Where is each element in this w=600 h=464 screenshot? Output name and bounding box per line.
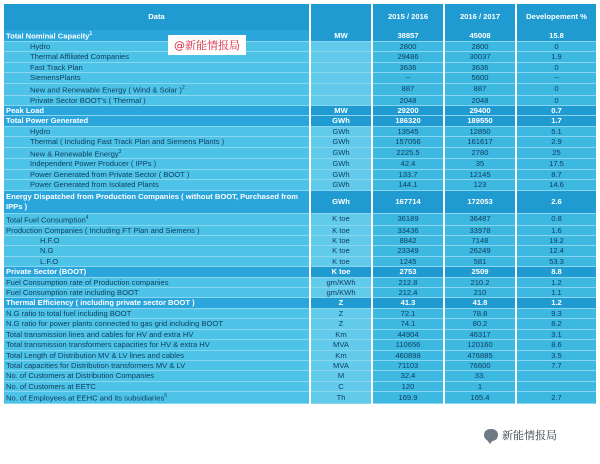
row-label <box>4 350 310 360</box>
row-unit: GWh <box>310 159 372 169</box>
row-unit: gm/KWh <box>310 288 372 298</box>
row-label <box>4 137 310 147</box>
row-unit <box>310 73 372 83</box>
value-2015: 887 <box>372 83 444 95</box>
value-2016: 172053 <box>444 190 516 213</box>
table-row <box>4 169 596 179</box>
row-unit: MW <box>310 30 372 41</box>
row-label <box>4 126 310 136</box>
row-label-text: N.G <box>40 246 54 256</box>
row-label-text: Private Sector (BOOT) <box>6 267 87 277</box>
row-label-text: Total capacities for Distribution transformers MV & LV <box>6 360 186 370</box>
value-2016: 29400 <box>444 105 516 115</box>
value-2016: 33. <box>444 371 516 381</box>
value-development: 12.4 <box>516 246 596 256</box>
value-2015: 144.1 <box>372 180 444 190</box>
row-unit: gm/KWh <box>310 277 372 287</box>
table-row <box>4 319 596 329</box>
row-unit: K toe <box>310 236 372 246</box>
table-row <box>4 126 596 136</box>
value-2016: 3636 <box>444 62 516 72</box>
row-label-text: Peak Load <box>6 105 44 115</box>
header-unit <box>310 4 372 30</box>
row-unit: Z <box>310 319 372 329</box>
table-header-row <box>4 4 596 30</box>
row-label <box>4 340 310 350</box>
table-row <box>4 277 596 287</box>
footnote-mark: 5 <box>164 393 168 400</box>
row-label <box>4 159 310 169</box>
table-row <box>4 30 596 41</box>
row-label <box>4 147 310 159</box>
watermark-top: @新能情报局 <box>168 35 246 55</box>
value-2015: 23349 <box>372 246 444 256</box>
row-unit <box>310 41 372 51</box>
row-label <box>4 298 310 308</box>
row-label-text: No. of Customers at Distribution Companies <box>6 371 155 381</box>
header-development: Developement % <box>516 4 596 30</box>
row-unit: MW <box>310 105 372 115</box>
value-2016: 80.2 <box>444 319 516 329</box>
row-label <box>4 381 310 391</box>
value-development: 53.3 <box>516 256 596 266</box>
value-2016: 887 <box>444 83 516 95</box>
value-2016: 2509 <box>444 267 516 277</box>
value-development: 9.3 <box>516 308 596 318</box>
row-unit <box>310 95 372 105</box>
table-row <box>4 180 596 190</box>
value-development: 2.6 <box>516 190 596 213</box>
value-development: 0 <box>516 62 596 72</box>
value-development: 8.6 <box>516 340 596 350</box>
table-row <box>4 308 596 318</box>
value-2016: 46317 <box>444 329 516 339</box>
row-label <box>4 190 310 213</box>
row-label-text: Independent Power Producer ( IPPs ) <box>30 159 157 169</box>
value-2015: 133.7 <box>372 169 444 179</box>
table-row <box>4 116 596 126</box>
value-development: 0.8 <box>516 213 596 225</box>
value-2015: 13545 <box>372 126 444 136</box>
table-row <box>4 73 596 83</box>
row-label <box>4 95 310 105</box>
value-development: 3.1 <box>516 329 596 339</box>
table-row <box>4 83 596 95</box>
row-unit: GWh <box>310 116 372 126</box>
value-2015: 157056 <box>372 137 444 147</box>
value-2015: 38857 <box>372 30 444 41</box>
row-label-text: New & Renewable Energy <box>30 149 119 159</box>
row-unit: GWh <box>310 190 372 213</box>
row-unit: K toe <box>310 256 372 266</box>
row-label-text: L.F.O <box>40 256 59 266</box>
row-label <box>4 105 310 115</box>
row-unit: K toe <box>310 246 372 256</box>
row-unit: K toe <box>310 225 372 235</box>
row-label <box>4 371 310 381</box>
row-label-text: N.G ratio to total fuel including BOOT <box>6 308 132 318</box>
row-label-text: Total transmission lines and cables for HV and extra HV <box>6 329 194 339</box>
row-label <box>4 41 310 51</box>
value-development: 0 <box>516 95 596 105</box>
table-row <box>4 329 596 339</box>
row-label-text: SiemensPlants <box>30 73 81 83</box>
value-2015: 8842 <box>372 236 444 246</box>
footnote-mark: 1 <box>89 31 93 37</box>
value-development: 0.7 <box>516 105 596 115</box>
value-development <box>516 381 596 391</box>
value-2016: 12850 <box>444 126 516 136</box>
value-development: -- <box>516 73 596 83</box>
value-development: 1.9 <box>516 52 596 62</box>
value-2016: 2780 <box>444 147 516 159</box>
value-2016: 5600 <box>444 73 516 83</box>
table-row <box>4 392 596 404</box>
wechat-icon <box>484 429 498 441</box>
header-data: Data <box>4 4 310 30</box>
table-row <box>4 52 596 62</box>
header-2015: 2015 / 2016 <box>372 4 444 30</box>
row-label-text: New and Renewable Energy ( Wind & Solar ) <box>30 85 182 95</box>
value-2016: 581 <box>444 256 516 266</box>
table-body <box>4 30 596 404</box>
row-unit <box>310 52 372 62</box>
row-unit: K toe <box>310 213 372 225</box>
row-unit: Km <box>310 350 372 360</box>
value-development: 8.7 <box>516 169 596 179</box>
row-label-text: Fuel Consumption rate of Production companies <box>6 277 169 287</box>
row-label <box>4 392 310 404</box>
value-2015: 29200 <box>372 105 444 115</box>
row-label <box>4 308 310 318</box>
row-label-text: Thermal ( Including Fast Track Plan and Siemens Plants ) <box>30 137 225 147</box>
value-2016: 35 <box>444 159 516 169</box>
table-row <box>4 190 596 213</box>
value-2015: 167714 <box>372 190 444 213</box>
value-development: 15.8 <box>516 30 596 41</box>
table-row <box>4 256 596 266</box>
table-row <box>4 340 596 350</box>
row-label-text: Hydro <box>30 126 51 136</box>
table-row <box>4 360 596 370</box>
value-2015: 41.3 <box>372 298 444 308</box>
data-table-container <box>4 4 596 460</box>
value-2016: 123 <box>444 180 516 190</box>
row-unit: GWh <box>310 126 372 136</box>
table-row <box>4 105 596 115</box>
value-2015: 2225.5 <box>372 147 444 159</box>
row-label-text: Thermal Affiliated Companies <box>30 52 130 62</box>
row-label-text: Fuel Consumption rate including BOOT <box>6 288 139 298</box>
table-row <box>4 95 596 105</box>
row-label <box>4 62 310 72</box>
value-2016: 41.8 <box>444 298 516 308</box>
row-unit <box>310 62 372 72</box>
row-label <box>4 83 310 95</box>
row-unit: Z <box>310 308 372 318</box>
value-2015: 212.8 <box>372 277 444 287</box>
row-label <box>4 329 310 339</box>
value-2016: 76600 <box>444 360 516 370</box>
value-development: 1.2 <box>516 277 596 287</box>
row-unit: MVA <box>310 360 372 370</box>
value-development: 8.2 <box>516 319 596 329</box>
value-2015: 42.4 <box>372 159 444 169</box>
row-label <box>4 116 310 126</box>
value-development: 2.9 <box>516 137 596 147</box>
table-row <box>4 147 596 159</box>
value-2016: 26249 <box>444 246 516 256</box>
table-row <box>4 267 596 277</box>
row-label <box>4 277 310 287</box>
row-unit: Th <box>310 392 372 404</box>
footnote-mark: 2 <box>181 84 185 91</box>
value-development: 19.2 <box>516 236 596 246</box>
row-label <box>4 236 310 246</box>
value-development <box>516 371 596 381</box>
row-unit: Km <box>310 329 372 339</box>
row-unit: GWh <box>310 180 372 190</box>
value-2016: 33978 <box>444 225 516 235</box>
value-2015: 74.1 <box>372 319 444 329</box>
value-2015: 2800 <box>372 41 444 51</box>
value-2015: 3636 <box>372 62 444 72</box>
value-2016: 210.2 <box>444 277 516 287</box>
value-development: 3.5 <box>516 350 596 360</box>
value-2016: 165.4 <box>444 392 516 404</box>
value-2015: 71103 <box>372 360 444 370</box>
value-2016: 30037 <box>444 52 516 62</box>
value-2016: 2048 <box>444 95 516 105</box>
row-label-text: Total Length of Distribution MV & LV lines and cables <box>6 350 184 360</box>
table-row <box>4 350 596 360</box>
value-2015: -- <box>372 73 444 83</box>
energy-statistics-table <box>4 4 596 404</box>
table-row <box>4 159 596 169</box>
row-label-text: Total Power Generated <box>6 116 89 126</box>
table-row <box>4 246 596 256</box>
row-label <box>4 213 310 225</box>
value-2016: 1 <box>444 381 516 391</box>
value-2015: 2048 <box>372 95 444 105</box>
value-2015: 32.4 <box>372 371 444 381</box>
row-unit <box>310 83 372 95</box>
row-label <box>4 267 310 277</box>
row-label-text: Energy Dispatched from Production Companies ( without BOOT, Purchased from IPPs ) <box>6 191 298 211</box>
table-row <box>4 298 596 308</box>
row-label <box>4 360 310 370</box>
value-2015: 460898 <box>372 350 444 360</box>
row-label-text: Total transmission transformers capacities for HV & extra HV <box>6 340 210 350</box>
row-label-text: Thermal Efficiency ( including private sector BOOT ) <box>6 298 195 308</box>
row-label <box>4 52 310 62</box>
value-2016: 7148 <box>444 236 516 246</box>
row-label <box>4 30 310 41</box>
row-label-text: Production Companies ( Including FT Plan and Siemens ) <box>6 225 200 235</box>
value-2015: 120 <box>372 381 444 391</box>
value-development: 0 <box>516 83 596 95</box>
value-2015: 29486 <box>372 52 444 62</box>
row-label <box>4 180 310 190</box>
value-development: 0 <box>516 41 596 51</box>
row-label <box>4 246 310 256</box>
row-label-text: Power Generated from Isolated Plants <box>30 180 159 190</box>
row-unit: GWh <box>310 169 372 179</box>
value-development: 25 <box>516 147 596 159</box>
footnote-mark: 3 <box>118 148 122 155</box>
value-2016: 36487 <box>444 213 516 225</box>
value-2015: 72.1 <box>372 308 444 318</box>
row-unit: Z <box>310 298 372 308</box>
value-2015: 110656 <box>372 340 444 350</box>
table-row <box>4 371 596 381</box>
row-label-text: Fast Track Plan <box>30 62 83 72</box>
table-row <box>4 41 596 51</box>
row-label <box>4 319 310 329</box>
table-row <box>4 213 596 225</box>
row-label-text: Total Fuel Consumption <box>6 215 86 225</box>
value-2015: 44904 <box>372 329 444 339</box>
watermark-bottom <box>484 427 557 443</box>
row-unit: GWh <box>310 147 372 159</box>
row-unit: C <box>310 381 372 391</box>
row-label-text: N.G ratio for power plants connected to gas grid including BOOT <box>6 319 223 329</box>
row-label-text: No. of Employees at EEHC and its subsidiaries <box>6 393 165 403</box>
value-development: 1.6 <box>516 225 596 235</box>
watermark-bottom-text: 新能情报局 <box>502 429 557 442</box>
header-2016: 2016 / 2017 <box>444 4 516 30</box>
value-development: 1.1 <box>516 288 596 298</box>
value-development: 1.7 <box>516 116 596 126</box>
value-2016: 476885 <box>444 350 516 360</box>
row-label-text: Hydro <box>30 41 51 51</box>
row-label <box>4 225 310 235</box>
row-label-text: Power Generated from Private Sector ( BOOT ) <box>30 169 190 179</box>
value-2015: 2753 <box>372 267 444 277</box>
value-development: 8.8 <box>516 267 596 277</box>
row-label <box>4 169 310 179</box>
table-row <box>4 225 596 235</box>
table-row <box>4 381 596 391</box>
value-2015: 1245 <box>372 256 444 266</box>
value-2015: 33436 <box>372 225 444 235</box>
value-2016: 2800 <box>444 41 516 51</box>
row-label-text: No. of Customers at EETC <box>6 381 96 391</box>
value-2016: 45008 <box>444 30 516 41</box>
footnote-mark: 4 <box>85 214 89 221</box>
value-development: 17.5 <box>516 159 596 169</box>
value-2016: 210 <box>444 288 516 298</box>
value-development: 14.6 <box>516 180 596 190</box>
value-development: 7.7 <box>516 360 596 370</box>
row-label-text: Total Nominal Capacity <box>6 31 90 41</box>
row-label <box>4 256 310 266</box>
value-2015: 212.4 <box>372 288 444 298</box>
table-row <box>4 236 596 246</box>
value-development: 2.7 <box>516 392 596 404</box>
row-unit: GWh <box>310 137 372 147</box>
table-row <box>4 62 596 72</box>
row-label <box>4 288 310 298</box>
row-label-text: Private Sector BOOT's ( Thermal ) <box>30 95 146 105</box>
table-row <box>4 137 596 147</box>
value-2016: 161617 <box>444 137 516 147</box>
value-2015: 186320 <box>372 116 444 126</box>
row-label-text: H.F.O <box>40 236 60 246</box>
value-2016: 78.8 <box>444 308 516 318</box>
row-unit: K toe <box>310 267 372 277</box>
value-2016: 120160 <box>444 340 516 350</box>
row-label <box>4 73 310 83</box>
value-2016: 12145 <box>444 169 516 179</box>
value-2015: 36189 <box>372 213 444 225</box>
value-development: 5.1 <box>516 126 596 136</box>
value-2015: 169.9 <box>372 392 444 404</box>
row-unit: MVA <box>310 340 372 350</box>
table-row <box>4 288 596 298</box>
value-development: 1.2 <box>516 298 596 308</box>
row-unit: M <box>310 371 372 381</box>
value-2016: 189550 <box>444 116 516 126</box>
